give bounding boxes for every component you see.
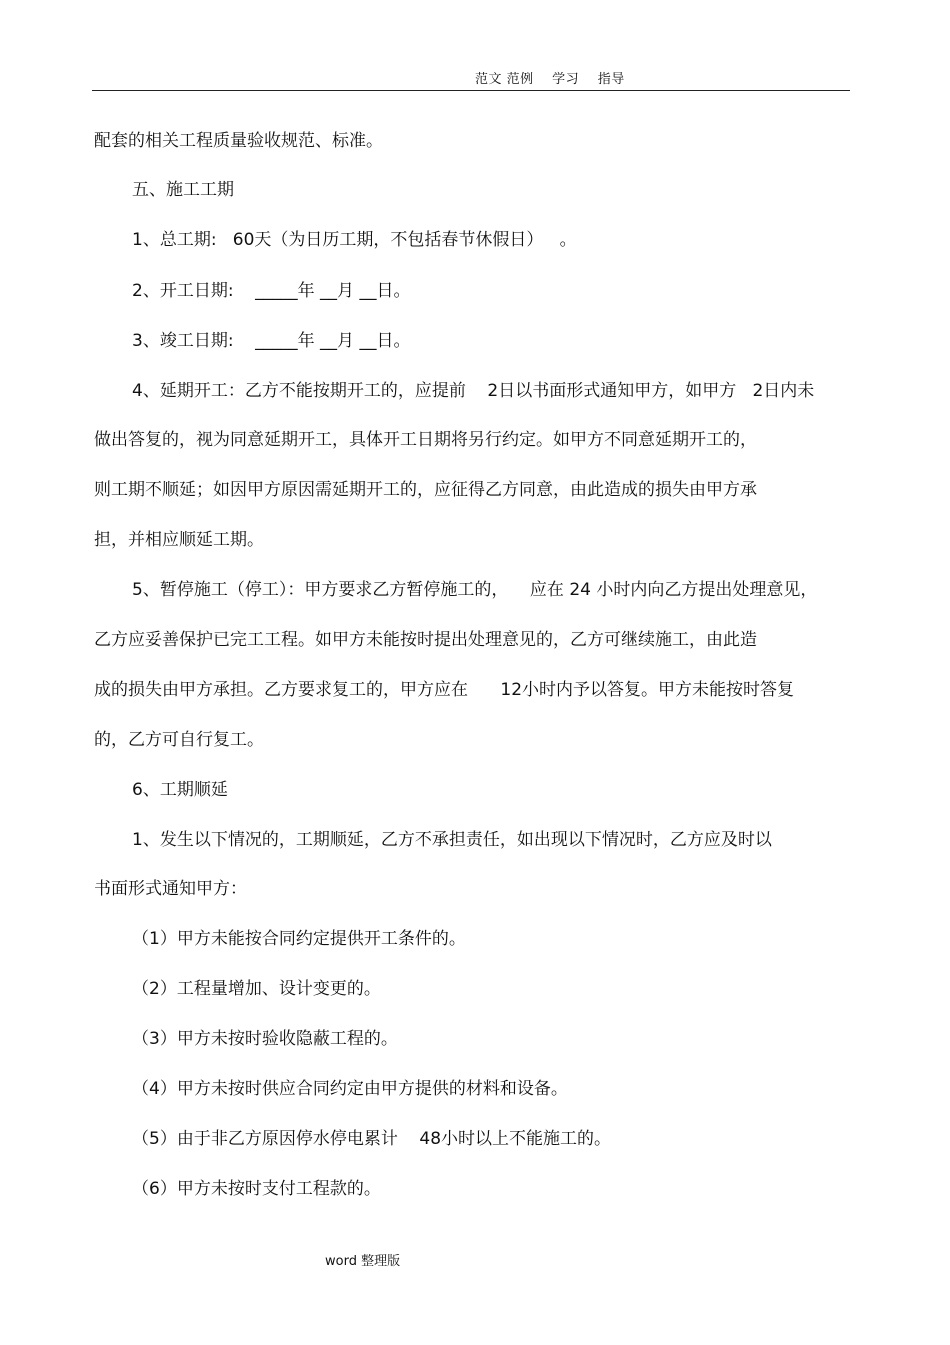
list-item: （5）由于非乙方原因停水停电累计 48小时以上不能施工的。 xyxy=(132,1129,612,1149)
paragraph-line: 1、发生以下情况的，工期顺延，乙方不承担责任，如出现以下情况时，乙方应及时以 xyxy=(132,830,772,850)
paragraph-line: 做出答复的，视为同意延期开工，具体开工日期将另行约定。如甲方不同意延期开工的， xyxy=(94,430,757,450)
paragraph-line: 3、竣工日期: _____年 __月 __日。 xyxy=(132,331,411,351)
paragraph-line: 书面形式通知甲方： xyxy=(94,879,247,899)
paragraph-line: 2、开工日期: _____年 __月 __日。 xyxy=(132,281,411,301)
section-heading: 6、工期顺延 xyxy=(132,780,228,800)
paragraph-line: 1、总工期: 60天（为日历工期，不包括春节休假日） 。 xyxy=(132,230,577,250)
list-item: （6）甲方未按时支付工程款的。 xyxy=(132,1179,381,1199)
section-heading: 五、施工工期 xyxy=(132,180,234,200)
list-item: （3）甲方未按时验收隐蔽工程的。 xyxy=(132,1029,398,1049)
paragraph-line: 4、延期开工：乙方不能按期开工的，应提前 2日以书面形式通知甲方，如甲方 2日内未 xyxy=(132,381,815,401)
paragraph-line: 成的损失由甲方承担。乙方要求复工的，甲方应在 12小时内予以答复。甲方未能按时答复 xyxy=(94,680,795,700)
list-item: （1）甲方未能按合同约定提供开工条件的。 xyxy=(132,929,466,949)
paragraph-line: 的，乙方可自行复工。 xyxy=(94,730,264,750)
paragraph-line: 乙方应妥善保护已完工工程。如甲方未能按时提出处理意见的，乙方可继续施工，由此造 xyxy=(94,630,757,650)
page-footer: word 整理版 xyxy=(325,1254,401,1269)
paragraph-line: 5、暂停施工（停工）：甲方要求乙方暂停施工的， 应在 24 小时内向乙方提出处理意见， xyxy=(132,580,818,600)
paragraph-line: 则工期不顺延；如因甲方原因需延期开工的，应征得乙方同意，由此造成的损失由甲方承 xyxy=(94,480,757,500)
paragraph-line: 担，并相应顺延工期。 xyxy=(94,530,264,550)
header-text: 范文 范例 学习 指导 xyxy=(475,72,625,87)
paragraph-line: 配套的相关工程质量验收规范、标准。 xyxy=(94,131,383,151)
header-divider xyxy=(92,90,850,91)
list-item: （2）工程量增加、设计变更的。 xyxy=(132,979,381,999)
list-item: （4）甲方未按时供应合同约定由甲方提供的材料和设备。 xyxy=(132,1079,568,1099)
